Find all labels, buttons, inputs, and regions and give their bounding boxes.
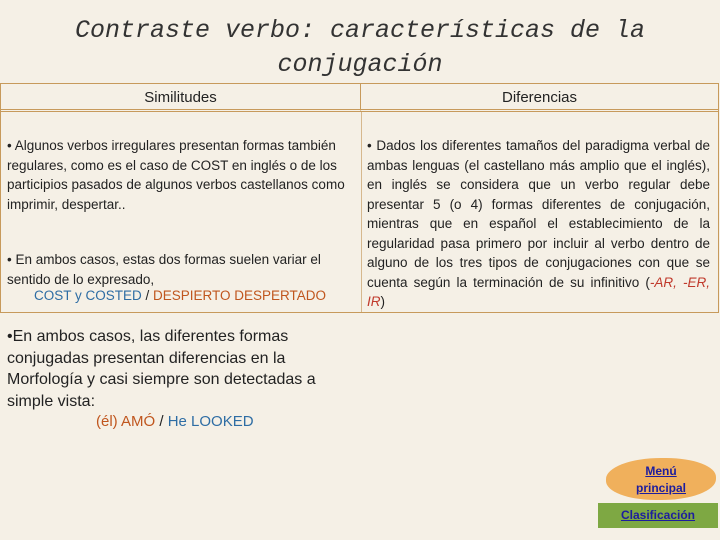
diferencias-bullet (367, 136, 710, 312)
morfologia-example (96, 413, 254, 430)
menu-label-line-1: Menú (645, 464, 677, 478)
similitudes-bullet-2: • En ambos casos, estas dos formas suelen variar el sentido de lo expresado, (7, 252, 321, 287)
column-divider (361, 112, 362, 312)
example-cost: COST y COSTED (33, 288, 142, 303)
diferencias-endings: -AR, -ER, IR (367, 274, 710, 309)
diferencias-close: ) (380, 294, 385, 309)
similitudes-bullet-1: • Algunos verbos irregulares presentan formas también regulares, como es el caso de COST en inglés o de los participios pasados de algunos verbos castellanos como imprimir, despertar.. (7, 138, 345, 212)
example-separator-2: / (155, 413, 168, 430)
clasificacion-button[interactable]: Clasificación (598, 503, 718, 528)
title-line-2: conjugación (277, 50, 443, 79)
slide-title (0, 14, 720, 82)
example-looked: He LOOKED (167, 413, 254, 430)
example-amo: (él) AMÓ (96, 413, 156, 430)
diferencias-text: • Dados los diferentes tamaños del paradigma verbal de ambas lenguas (el castellano más amplio que el inglés), en inglés se considera que un verbo regular debe presentar 5 (o 4) formas diferentes de conjugación, mientras que en español el establecimiento de la regularidad pasa primero por incluir al verbo dentro de alguno de los tres tipos de conjugaciones con que se cuenta según la terminación de su infinitivo ( (367, 138, 710, 290)
header-diferencias: Diferencias (361, 84, 718, 112)
bullet-morfologia: •En ambos casos, las diferentes formas conjugadas presentan diferencias en la Morfología y casi siempre son detectadas a simple vista: (7, 328, 316, 410)
similitudes-example (0, 288, 360, 303)
menu-label-line-2: principal (635, 481, 686, 495)
example-despierto: DESPIERTO DESPERTADO (152, 288, 327, 303)
header-similitudes: Similitudes (1, 84, 361, 112)
example-separator: / (141, 288, 153, 303)
menu-principal-button[interactable] (606, 458, 716, 500)
title-line-1: Contraste verbo: características de la (74, 16, 646, 45)
